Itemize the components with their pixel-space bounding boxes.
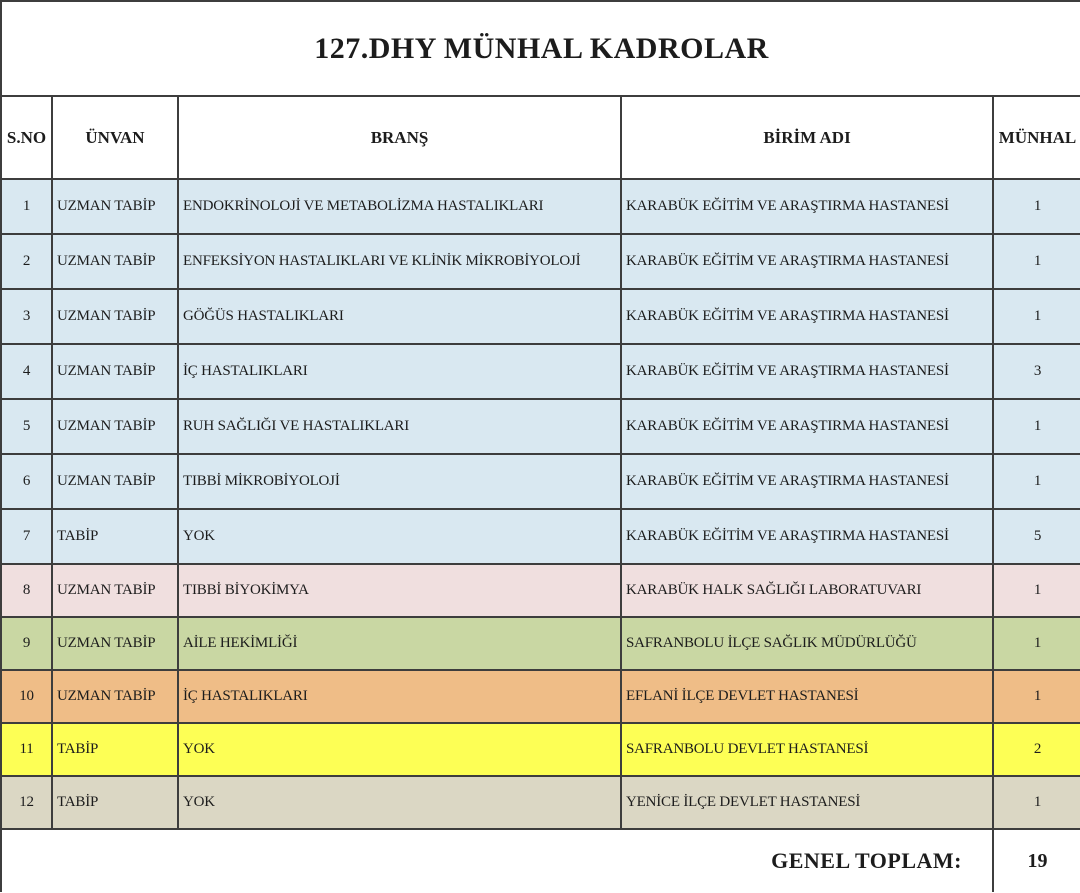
munhal-cell: 1 bbox=[993, 617, 1080, 670]
birim-cell: KARABÜK EĞİTİM VE ARAŞTIRMA HASTANESİ bbox=[621, 454, 993, 509]
birim-cell: KARABÜK EĞİTİM VE ARAŞTIRMA HASTANESİ bbox=[621, 344, 993, 399]
row-number-cell: 1 bbox=[1, 179, 52, 234]
birim-cell: KARABÜK EĞİTİM VE ARAŞTIRMA HASTANESİ bbox=[621, 399, 993, 454]
brans-cell: GÖĞÜS HASTALIKLARI bbox=[178, 289, 621, 344]
row-number-cell: 4 bbox=[1, 344, 52, 399]
munhal-cell: 2 bbox=[993, 723, 1080, 776]
munhal-cell: 1 bbox=[993, 776, 1080, 829]
brans-cell: RUH SAĞLIĞI VE HASTALIKLARI bbox=[178, 399, 621, 454]
table-row bbox=[1, 564, 1080, 617]
brans-cell: AİLE HEKİMLİĞİ bbox=[178, 617, 621, 670]
brans-cell: İÇ HASTALIKLARI bbox=[178, 344, 621, 399]
brans-cell: ENDOKRİNOLOJİ VE METABOLİZMA HASTALIKLARI bbox=[178, 179, 621, 234]
column-header-sno: S.NO bbox=[1, 96, 52, 179]
unvan-cell: UZMAN TABİP bbox=[52, 234, 178, 289]
grand-total-row bbox=[1, 829, 1080, 892]
row-number-cell: 7 bbox=[1, 509, 52, 564]
row-number-cell: 6 bbox=[1, 454, 52, 509]
table-row bbox=[1, 723, 1080, 776]
table-row bbox=[1, 509, 1080, 564]
table-row bbox=[1, 234, 1080, 289]
table-row bbox=[1, 670, 1080, 723]
birim-cell: YENİCE İLÇE DEVLET HASTANESİ bbox=[621, 776, 993, 829]
unvan-cell: UZMAN TABİP bbox=[52, 289, 178, 344]
munhal-cell: 1 bbox=[993, 454, 1080, 509]
row-number-cell: 3 bbox=[1, 289, 52, 344]
row-number-cell: 9 bbox=[1, 617, 52, 670]
brans-cell: TIBBİ MİKROBİYOLOJİ bbox=[178, 454, 621, 509]
column-header-munhal: MÜNHAL bbox=[993, 96, 1080, 179]
row-number-cell: 8 bbox=[1, 564, 52, 617]
munhal-cell: 1 bbox=[993, 179, 1080, 234]
table-row bbox=[1, 776, 1080, 829]
unvan-cell: UZMAN TABİP bbox=[52, 399, 178, 454]
table-body bbox=[1, 179, 1080, 829]
unvan-cell: UZMAN TABİP bbox=[52, 454, 178, 509]
title-row bbox=[1, 1, 1080, 96]
munhal-cell: 1 bbox=[993, 670, 1080, 723]
munhal-cell: 1 bbox=[993, 234, 1080, 289]
birim-cell: KARABÜK HALK SAĞLIĞI LABORATUVARI bbox=[621, 564, 993, 617]
munhal-cell: 1 bbox=[993, 564, 1080, 617]
row-number-cell: 5 bbox=[1, 399, 52, 454]
birim-cell: EFLANİ İLÇE DEVLET HASTANESİ bbox=[621, 670, 993, 723]
row-number-cell: 10 bbox=[1, 670, 52, 723]
unvan-cell: TABİP bbox=[52, 723, 178, 776]
row-number-cell: 11 bbox=[1, 723, 52, 776]
munhal-cell: 1 bbox=[993, 289, 1080, 344]
unvan-cell: TABİP bbox=[52, 776, 178, 829]
table-row bbox=[1, 399, 1080, 454]
table-row bbox=[1, 617, 1080, 670]
munhal-cell: 1 bbox=[993, 399, 1080, 454]
brans-cell: YOK bbox=[178, 509, 621, 564]
birim-cell: KARABÜK EĞİTİM VE ARAŞTIRMA HASTANESİ bbox=[621, 234, 993, 289]
unvan-cell: UZMAN TABİP bbox=[52, 564, 178, 617]
table-header-row bbox=[1, 96, 1080, 179]
table-row bbox=[1, 344, 1080, 399]
row-number-cell: 2 bbox=[1, 234, 52, 289]
munhal-cell: 5 bbox=[993, 509, 1080, 564]
brans-cell: TIBBİ BİYOKİMYA bbox=[178, 564, 621, 617]
munhal-cell: 3 bbox=[993, 344, 1080, 399]
table-row bbox=[1, 289, 1080, 344]
birim-cell: KARABÜK EĞİTİM VE ARAŞTIRMA HASTANESİ bbox=[621, 509, 993, 564]
birim-cell: SAFRANBOLU DEVLET HASTANESİ bbox=[621, 723, 993, 776]
birim-cell: KARABÜK EĞİTİM VE ARAŞTIRMA HASTANESİ bbox=[621, 179, 993, 234]
unvan-cell: TABİP bbox=[52, 509, 178, 564]
page-title: 127.DHY MÜNHAL KADROLAR bbox=[1, 1, 1080, 96]
unvan-cell: UZMAN TABİP bbox=[52, 179, 178, 234]
column-header-birim: BİRİM ADI bbox=[621, 96, 993, 179]
brans-cell: ENFEKSİYON HASTALIKLARI VE KLİNİK MİKROBİYOLOJİ bbox=[178, 234, 621, 289]
column-header-brans: BRANŞ bbox=[178, 96, 621, 179]
column-header-unvan: ÜNVAN bbox=[52, 96, 178, 179]
grand-total-value: 19 bbox=[993, 829, 1080, 892]
table-row bbox=[1, 179, 1080, 234]
unvan-cell: UZMAN TABİP bbox=[52, 670, 178, 723]
birim-cell: KARABÜK EĞİTİM VE ARAŞTIRMA HASTANESİ bbox=[621, 289, 993, 344]
brans-cell: İÇ HASTALIKLARI bbox=[178, 670, 621, 723]
grand-total-label: GENEL TOPLAM: bbox=[1, 829, 993, 892]
brans-cell: YOK bbox=[178, 776, 621, 829]
birim-cell: SAFRANBOLU İLÇE SAĞLIK MÜDÜRLÜĞÜ bbox=[621, 617, 993, 670]
unvan-cell: UZMAN TABİP bbox=[52, 617, 178, 670]
row-number-cell: 12 bbox=[1, 776, 52, 829]
table-row bbox=[1, 454, 1080, 509]
unvan-cell: UZMAN TABİP bbox=[52, 344, 178, 399]
brans-cell: YOK bbox=[178, 723, 621, 776]
